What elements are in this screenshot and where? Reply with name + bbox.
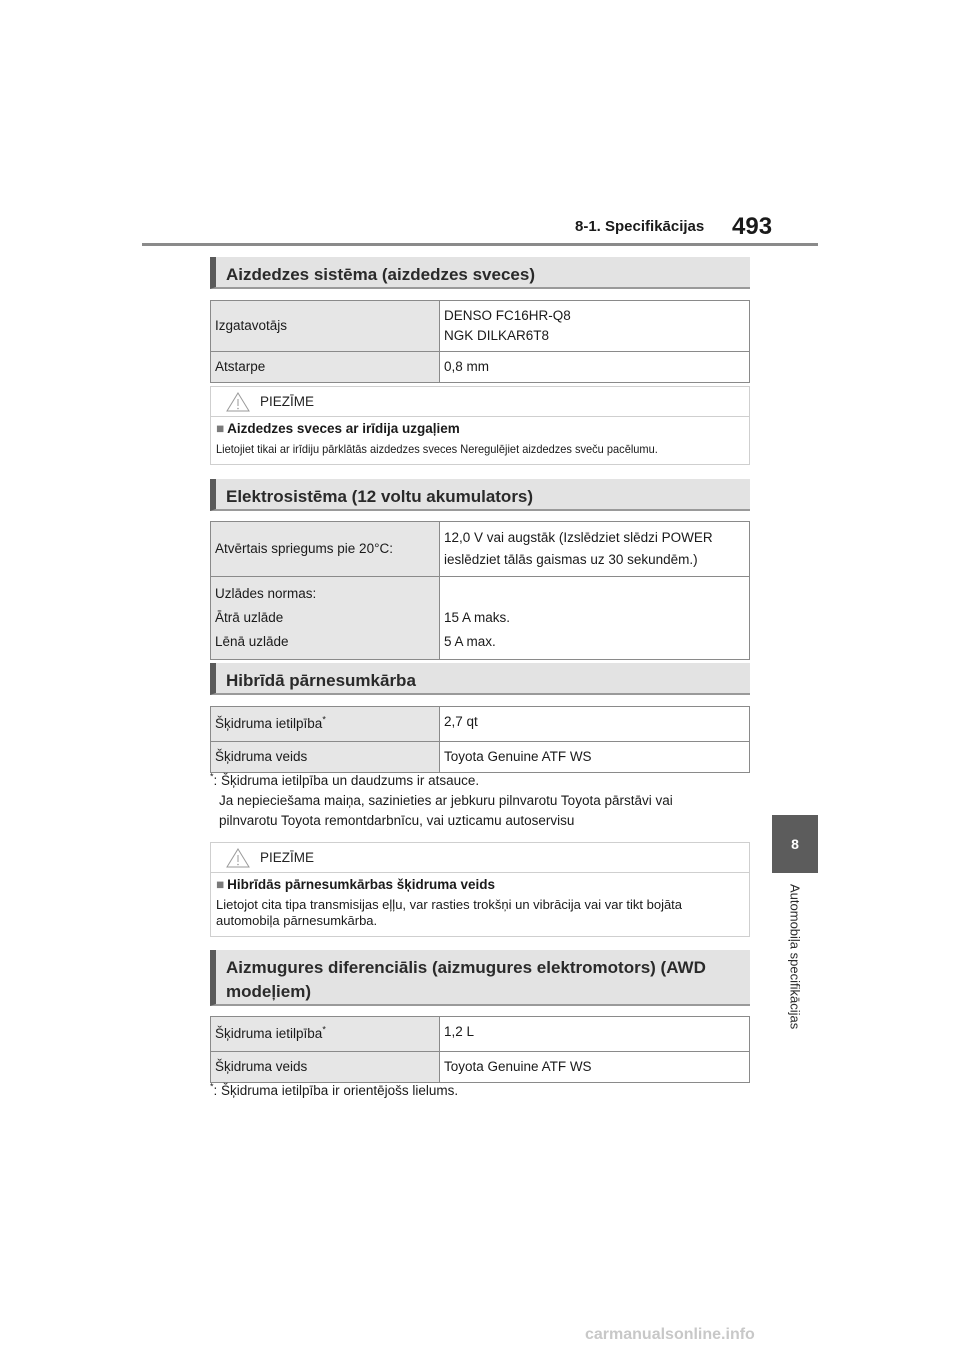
table-value: 1,2 L xyxy=(440,1017,750,1052)
electrical-heading: Elektrosistēma (12 voltu akumulators) xyxy=(210,479,750,511)
chapter-label-text: Automobiļa specifikācijas xyxy=(787,884,803,1030)
fast-charge-value: 15 A maks. xyxy=(444,610,511,625)
note-text: Lietojot cita tipa transmisijas eļļu, var rasties trokšņi un vibrācija vai var tikt bojāta automobiļa pārnesumkārba. xyxy=(216,897,683,928)
note-header xyxy=(211,843,749,873)
chapter-tab: 8 xyxy=(772,815,818,873)
value-line: NGK DILKAR6T8 xyxy=(444,328,550,343)
note-body xyxy=(211,417,749,464)
square-bullet-icon: ■ xyxy=(216,421,225,436)
table-row xyxy=(211,352,750,383)
table-key: Šķidruma veids xyxy=(211,742,440,773)
table-key: Šķidruma ietilpība* xyxy=(211,1017,440,1052)
hybrid-table xyxy=(210,706,750,773)
ignition-table xyxy=(210,300,750,383)
electrical-table xyxy=(210,521,750,660)
table-value: 12,0 V vai augstāk (Izslēdziet slēdzi POWER ieslēdziet tālās gaismas uz 30 sekundēm.) xyxy=(440,522,750,577)
warning-triangle-icon xyxy=(226,848,250,868)
table-key: Atstarpe xyxy=(211,352,440,383)
table-value: Toyota Genuine ATF WS xyxy=(440,1052,750,1083)
table-value: 2,7 qt xyxy=(440,707,750,742)
table-row xyxy=(211,742,750,773)
table-key: Izgatavotājs xyxy=(211,301,440,352)
slow-charge-value: 5 A max. xyxy=(444,634,496,649)
watermark: carmanualsonline.info xyxy=(585,1326,755,1343)
note-heading: PIEZĪME xyxy=(260,394,315,409)
table-key: Atvērtais spriegums pie 20°C: xyxy=(211,522,440,577)
note-heading: PIEZĪME xyxy=(260,850,315,865)
fast-charge-label: Ātrā uzlāde xyxy=(215,610,284,625)
table-row xyxy=(211,577,750,660)
table-row xyxy=(211,301,750,352)
rear-diff-table xyxy=(210,1016,750,1083)
table-value: 0,8 mm xyxy=(440,352,750,383)
warning-triangle-icon xyxy=(226,392,250,412)
square-bullet-icon: ■ xyxy=(216,877,225,892)
value-line: DENSO FC16HR-Q8 xyxy=(444,308,571,323)
table-value xyxy=(440,577,750,660)
note-header xyxy=(211,387,749,417)
table-key: Šķidruma veids xyxy=(211,1052,440,1083)
rear-diff-footnote: *: Šķidruma ietilpība ir orientējošs lielums. xyxy=(210,1081,459,1098)
note-text: Lietojiet tikai ar irīdiju pārklātās aizdedzes sveces Neregulējiet aizdedzes sveču pacēlumu. xyxy=(216,442,658,456)
hybrid-footnote: *: Šķidruma ietilpība un daudzums ir atsauce. Ja nepieciešama maiņa, sazinieties ar jebkuru pilnvarotu Toyota pārstāvi vai pilnvarotu Toyota remontdarbnīcu, vai uzticamu autoservisu xyxy=(210,771,673,828)
table-row xyxy=(211,1017,750,1052)
table-row xyxy=(211,707,750,742)
note-title: ■ Hibrīdās pārnesumkārbas šķidruma veids xyxy=(216,877,496,892)
charge-label: Uzlādes normas: xyxy=(215,586,317,601)
page-number: 493 xyxy=(732,213,773,240)
note-box xyxy=(210,386,750,465)
header-divider xyxy=(142,243,818,246)
ignition-heading: Aizdedzes sistēma (aizdedzes sveces) xyxy=(210,257,750,289)
rear-diff-heading: Aizmugures diferenciālis (aizmugures elektromotors) (AWD modeļiem) xyxy=(210,950,750,1006)
note-title: ■ Aizdedzes sveces ar irīdija uzgaļiem xyxy=(216,421,460,436)
slow-charge-label: Lēnā uzlāde xyxy=(215,634,289,649)
table-row xyxy=(211,522,750,577)
table-value xyxy=(440,301,750,352)
note-body xyxy=(211,873,749,936)
table-key: Šķidruma ietilpība* xyxy=(211,707,440,742)
table-key xyxy=(211,577,440,660)
section-title: 8-1. Specifikācijas xyxy=(575,218,705,235)
table-row xyxy=(211,1052,750,1083)
chapter-label xyxy=(772,884,818,1059)
table-value: Toyota Genuine ATF WS xyxy=(440,742,750,773)
note-box xyxy=(210,842,750,937)
hybrid-heading: Hibrīdā pārnesumkārba xyxy=(210,663,750,695)
